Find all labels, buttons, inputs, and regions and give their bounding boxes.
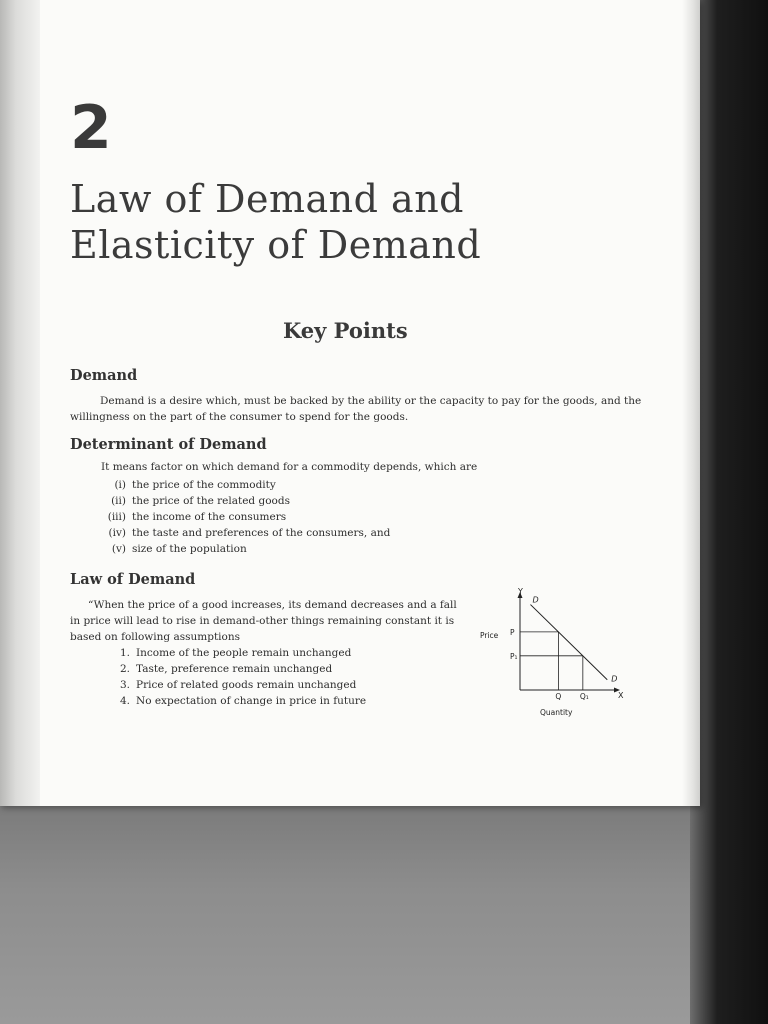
determinant-marker: (i)	[114, 479, 126, 491]
determinant-heading: Determinant of Demand	[70, 436, 267, 453]
assumption-text: Price of related goods remain unchanged	[136, 679, 357, 691]
determinant-marker: (iv)	[108, 527, 126, 539]
determinant-marker: (v)	[111, 543, 126, 555]
page-gutter	[0, 0, 40, 806]
determinant-item	[102, 477, 390, 493]
determinant-item	[102, 509, 390, 525]
assumption-item	[106, 645, 366, 661]
curve-label-bottom: D	[611, 674, 618, 684]
assumption-item	[106, 661, 366, 677]
tick-label-q1: Q₁	[579, 692, 589, 701]
determinant-list	[102, 477, 390, 557]
determinant-text: the price of the related goods	[132, 495, 290, 507]
scan-background	[0, 800, 768, 1024]
page-edge	[682, 0, 700, 806]
assumption-marker: 2.	[119, 663, 130, 675]
determinant-text: the taste and preferences of the consumers, and	[132, 527, 391, 539]
demand-heading: Demand	[70, 367, 138, 384]
demand-curve-chart	[478, 586, 628, 722]
determinant-marker: (ii)	[111, 495, 126, 507]
chapter-number: 2	[70, 93, 112, 163]
demand-line-2: willingness on the part of the consumer to spend for the goods.	[70, 411, 409, 423]
y-axis-label: Price	[480, 631, 499, 640]
tick-label-p1: P₁	[510, 651, 518, 661]
assumption-list	[106, 645, 366, 709]
tick-label-p: P	[510, 627, 515, 637]
assumption-marker: 4.	[119, 695, 130, 707]
assumption-text: Income of the people remain unchanged	[136, 647, 352, 659]
law-statement	[70, 597, 490, 645]
x-axis-label: Quantity	[540, 708, 573, 717]
chapter-title-line-2: Elasticity of Demand	[70, 223, 482, 267]
determinant-text: the price of the commodity	[132, 479, 276, 491]
determinant-item	[102, 493, 390, 509]
assumption-item	[106, 677, 366, 693]
chapter-title	[70, 176, 481, 268]
determinant-text: size of the population	[132, 543, 247, 555]
curve-label-top: D	[532, 595, 539, 605]
assumption-marker: 3.	[119, 679, 130, 691]
assumption-item	[106, 693, 366, 709]
key-points-heading: Key Points	[283, 318, 408, 343]
assumption-text: Taste, preference remain unchanged	[136, 663, 333, 675]
demand-curve-line	[530, 605, 607, 680]
determinant-item	[102, 541, 390, 557]
scanner-shadow	[690, 0, 768, 1024]
assumption-marker: 1.	[119, 647, 130, 659]
law-line-1: “When the price of a good increases, its demand decreases and a fall	[88, 599, 457, 611]
chapter-title-line-1: Law of Demand and	[70, 177, 464, 221]
y-axis-letter: Y	[518, 587, 523, 596]
assumption-text: No expectation of change in price in future	[136, 695, 367, 707]
x-axis-letter: X	[618, 691, 624, 700]
law-line-2: in price will lead to rise in demand-other things remaining constant it is	[70, 615, 455, 627]
demand-definition	[70, 393, 650, 425]
determinant-text: the income of the consumers	[132, 511, 287, 523]
determinant-item	[102, 525, 390, 541]
demand-line-1: Demand is a desire which, must be backed by the ability or the capacity to pay for the goods, and the	[100, 395, 642, 407]
tick-label-q: Q	[555, 692, 562, 701]
determinant-marker: (iii)	[107, 511, 126, 523]
determinant-intro: It means factor on which demand for a commodity depends, which are	[101, 461, 478, 473]
law-heading: Law of Demand	[70, 571, 196, 588]
law-line-3: based on following assumptions	[70, 631, 241, 643]
